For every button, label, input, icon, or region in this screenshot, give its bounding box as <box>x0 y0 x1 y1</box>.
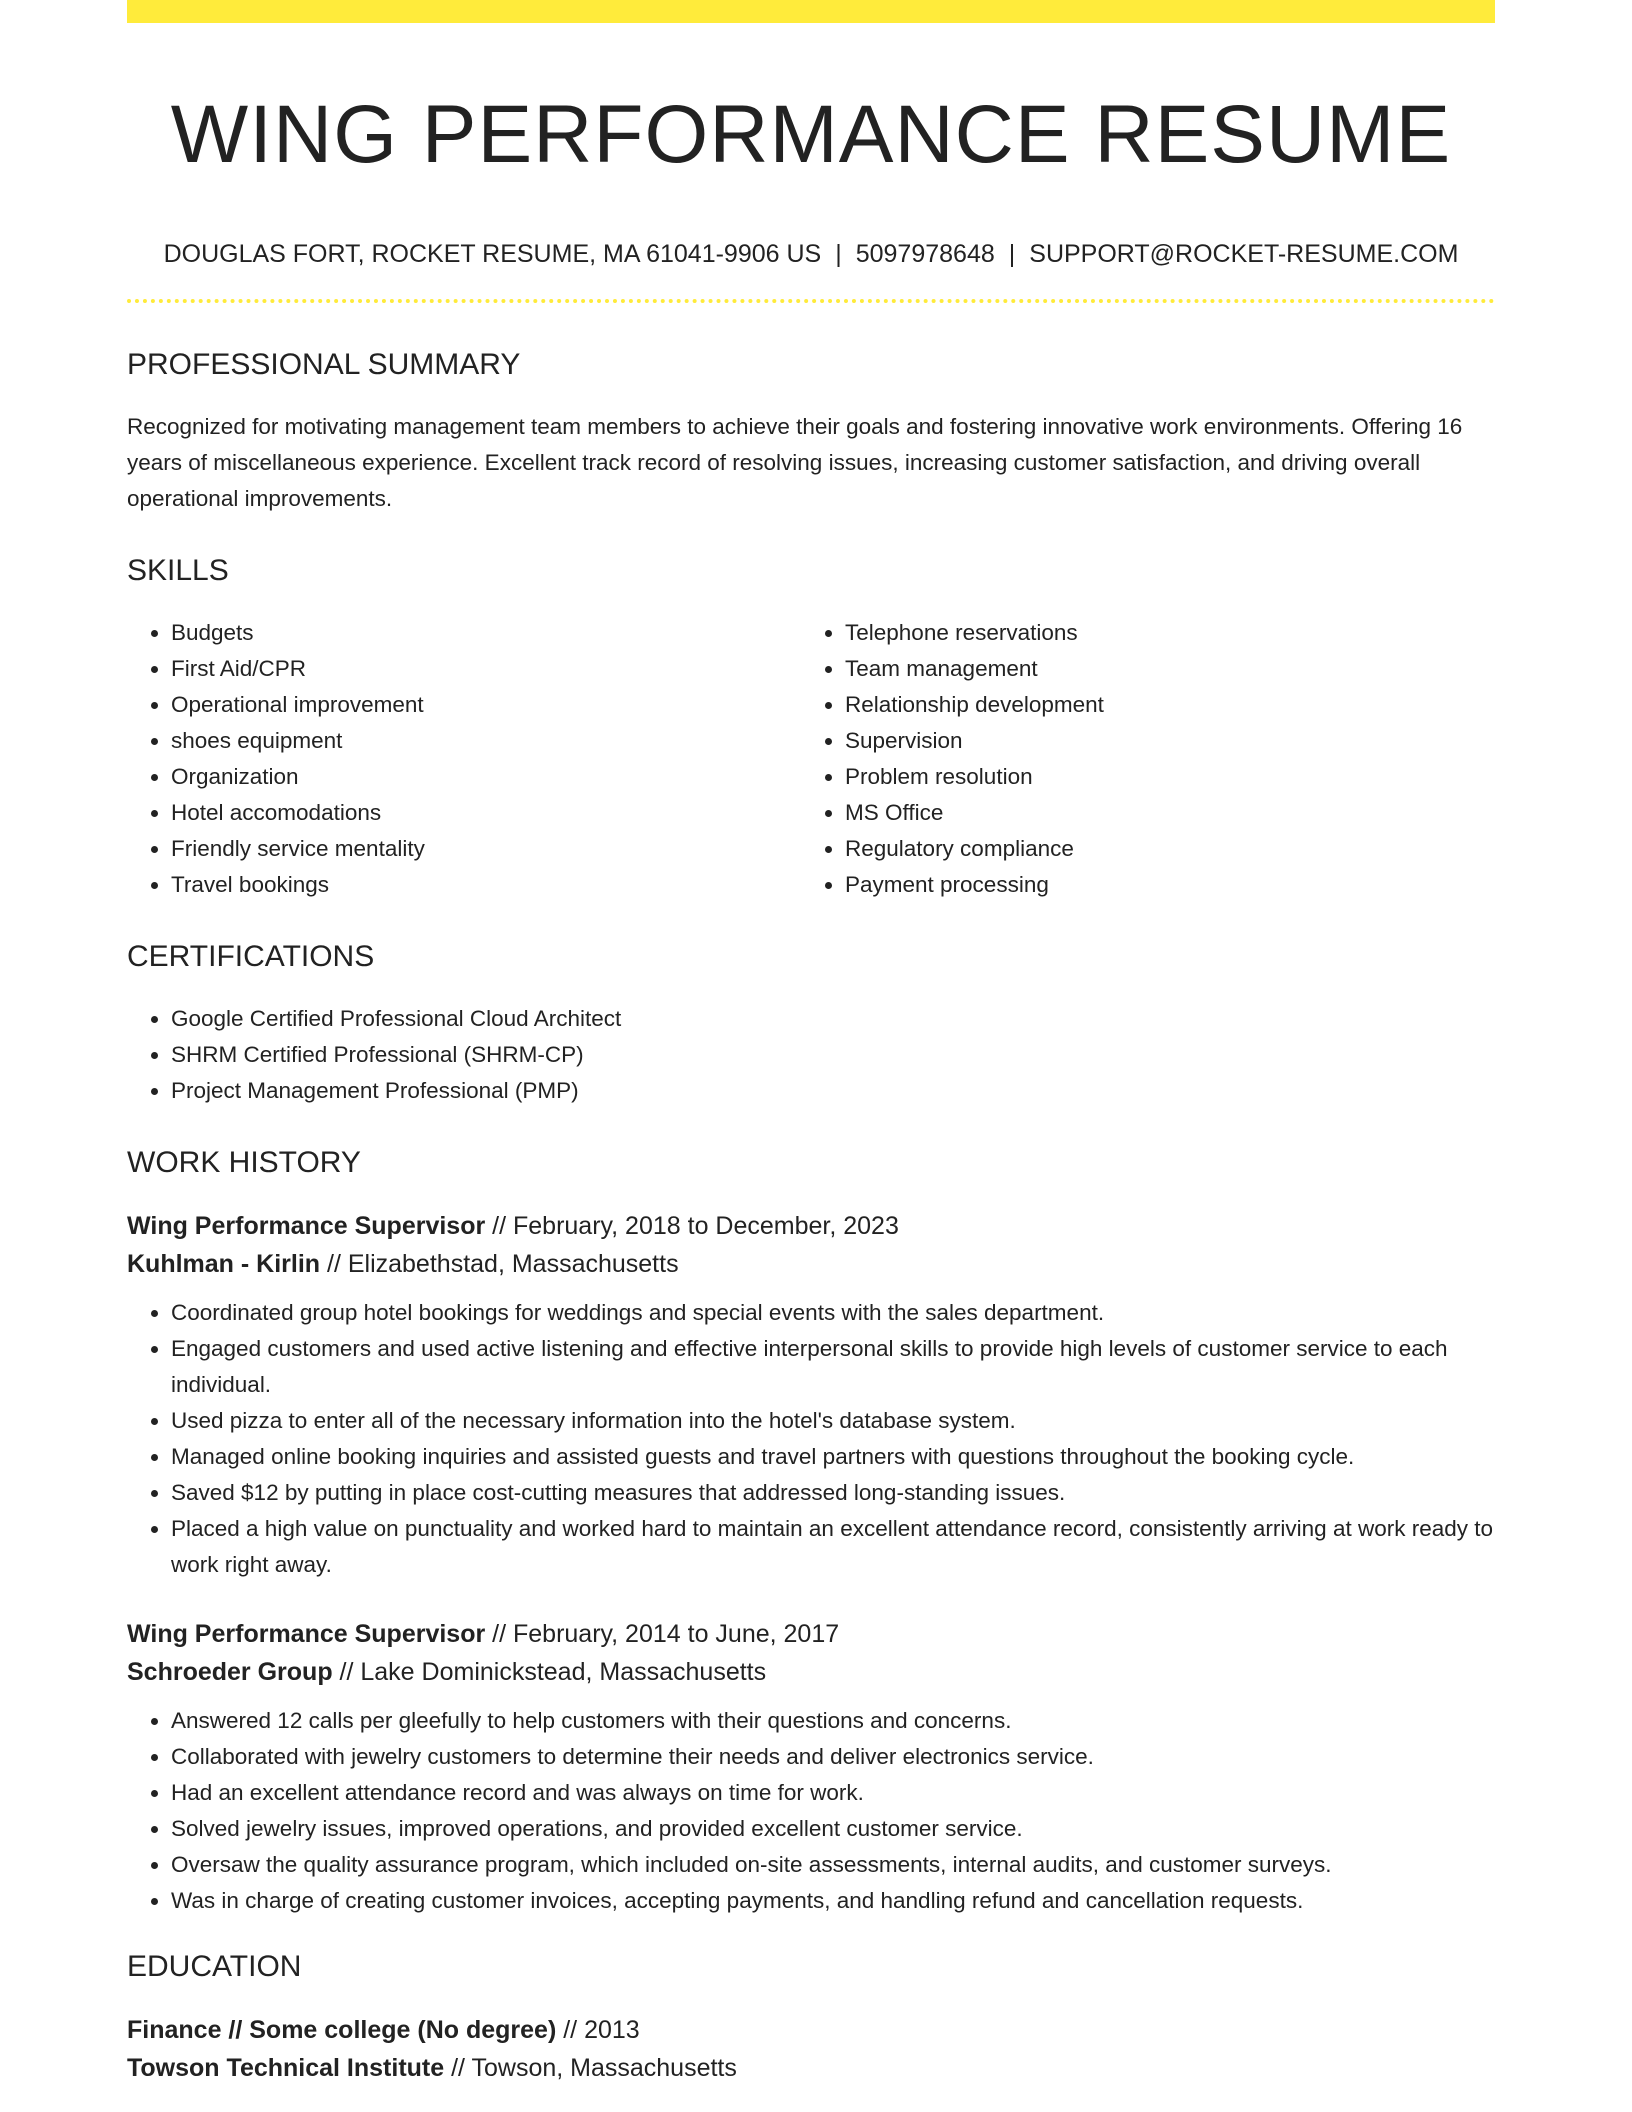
job-company-line <box>127 1245 1495 1283</box>
job-company-line <box>127 1653 1495 1691</box>
job-bullet: • Coordinated group hotel bookings for weddings and special events with the sales department. <box>171 1295 1495 1331</box>
certifications-heading: CERTIFICATIONS <box>127 940 375 973</box>
certifications-list <box>127 1001 1495 1109</box>
job-company: Kuhlman - Kirlin <box>127 1250 321 1278</box>
skill-item: • Friendly service mentality <box>171 831 801 867</box>
summary-heading: PROFESSIONAL SUMMARY <box>127 348 521 381</box>
skill-item: • First Aid/CPR <box>171 651 801 687</box>
skill-item: • Payment processing <box>845 867 1475 903</box>
skills-heading: SKILLS <box>127 554 229 587</box>
resume-title: WING PERFORMANCE RESUME <box>170 89 1452 180</box>
skill-item: • MS Office <box>845 795 1475 831</box>
education-school-line <box>127 2049 1495 2087</box>
education-location: // Towson, Massachusetts <box>444 2054 737 2082</box>
skill-item: • Hotel accomodations <box>171 795 801 831</box>
job-bullets <box>127 1295 1495 1583</box>
job-bullet: • Used pizza to enter all of the necessary information into the hotel's database system. <box>171 1403 1495 1439</box>
job-role-line <box>127 1207 1495 1245</box>
skill-item: • shoes equipment <box>171 723 801 759</box>
job-role-line <box>127 1615 1495 1653</box>
contact-phone: 5097978648 <box>855 240 995 268</box>
skills-list-left <box>127 615 801 903</box>
job-role: Wing Performance Supervisor <box>127 1620 486 1648</box>
job-role: Wing Performance Supervisor <box>127 1212 486 1240</box>
dotted-divider <box>127 299 1495 303</box>
job-bullet: • Managed online booking inquiries and assisted guests and travel partners with questions throughout the booking cycle. <box>171 1439 1495 1475</box>
summary-text: Recognized for motivating management team members to achieve their goals and fostering innovative work environments. Offering 16 years of miscellaneous experience. Excellent track record of resolving issues, increasing customer satisfaction, and driving overall operational improvements. <box>127 414 1463 511</box>
contact-line <box>127 237 1495 271</box>
contact-email: SUPPORT@ROCKET-RESUME.COM <box>1029 240 1459 268</box>
work-history-heading: WORK HISTORY <box>127 1146 361 1179</box>
job-bullet: • Engaged customers and used active listening and effective interpersonal skills to provide high levels of customer service to each individual. <box>171 1331 1495 1403</box>
skill-item: • Supervision <box>845 723 1475 759</box>
education-school: Towson Technical Institute <box>127 2054 445 2082</box>
job-location: // Elizabethstad, Massachusetts <box>320 1250 679 1278</box>
skill-item: • Budgets <box>171 615 801 651</box>
job-entry <box>127 1207 1495 1583</box>
certification-item: • Google Certified Professional Cloud Architect <box>171 1001 1495 1037</box>
contact-separator: | <box>1008 240 1016 268</box>
skill-item: • Operational improvement <box>171 687 801 723</box>
accent-bar <box>127 0 1495 23</box>
job-bullet: • Solved jewelry issues, improved operations, and provided excellent customer service. <box>171 1811 1495 1847</box>
job-bullet: • Saved $12 by putting in place cost-cutting measures that addressed long-standing issues. <box>171 1475 1495 1511</box>
job-dates: // February, 2018 to December, 2023 <box>485 1212 899 1240</box>
education-degree: Finance // Some college (No degree) <box>127 2016 557 2044</box>
certification-item: • Project Management Professional (PMP) <box>171 1073 1495 1109</box>
job-bullet: • Was in charge of creating customer invoices, accepting payments, and handling refund and cancellation requests. <box>171 1883 1495 1919</box>
education-heading: EDUCATION <box>127 1950 302 1983</box>
job-entry <box>127 1615 1495 1919</box>
job-bullet: • Oversaw the quality assurance program, which included on-site assessments, internal audits, and customer surveys. <box>171 1847 1495 1883</box>
job-bullet: • Had an excellent attendance record and was always on time for work. <box>171 1775 1495 1811</box>
job-bullet: • Collaborated with jewelry customers to determine their needs and deliver electronics service. <box>171 1739 1495 1775</box>
job-location: // Lake Dominickstead, Massachusetts <box>332 1658 767 1686</box>
job-company: Schroeder Group <box>127 1658 333 1686</box>
skills-list-right <box>801 615 1475 903</box>
education-degree-line <box>127 2011 1495 2049</box>
contact-address: DOUGLAS FORT, ROCKET RESUME, MA 61041-9906 US <box>163 240 822 268</box>
resume-page <box>127 0 1495 2087</box>
job-bullet: • Placed a high value on punctuality and worked hard to maintain an excellent attendance record, consistently arriving at work ready to work right away. <box>171 1511 1495 1583</box>
skills-columns <box>127 615 1495 903</box>
contact-separator: | <box>835 240 842 268</box>
job-dates: // February, 2014 to June, 2017 <box>485 1620 840 1648</box>
job-bullet: • Answered 12 calls per gleefully to help customers with their questions and concerns. <box>171 1703 1495 1739</box>
skill-item: • Organization <box>171 759 801 795</box>
skill-item: • Travel bookings <box>171 867 801 903</box>
job-bullets <box>127 1703 1495 1919</box>
skill-item: • Telephone reservations <box>845 615 1475 651</box>
skill-item: • Relationship development <box>845 687 1475 723</box>
skill-item: • Regulatory compliance <box>845 831 1475 867</box>
skill-item: • Team management <box>845 651 1475 687</box>
education-year: // 2013 <box>556 2016 640 2044</box>
certification-item: • SHRM Certified Professional (SHRM-CP) <box>171 1037 1495 1073</box>
skill-item: • Problem resolution <box>845 759 1475 795</box>
